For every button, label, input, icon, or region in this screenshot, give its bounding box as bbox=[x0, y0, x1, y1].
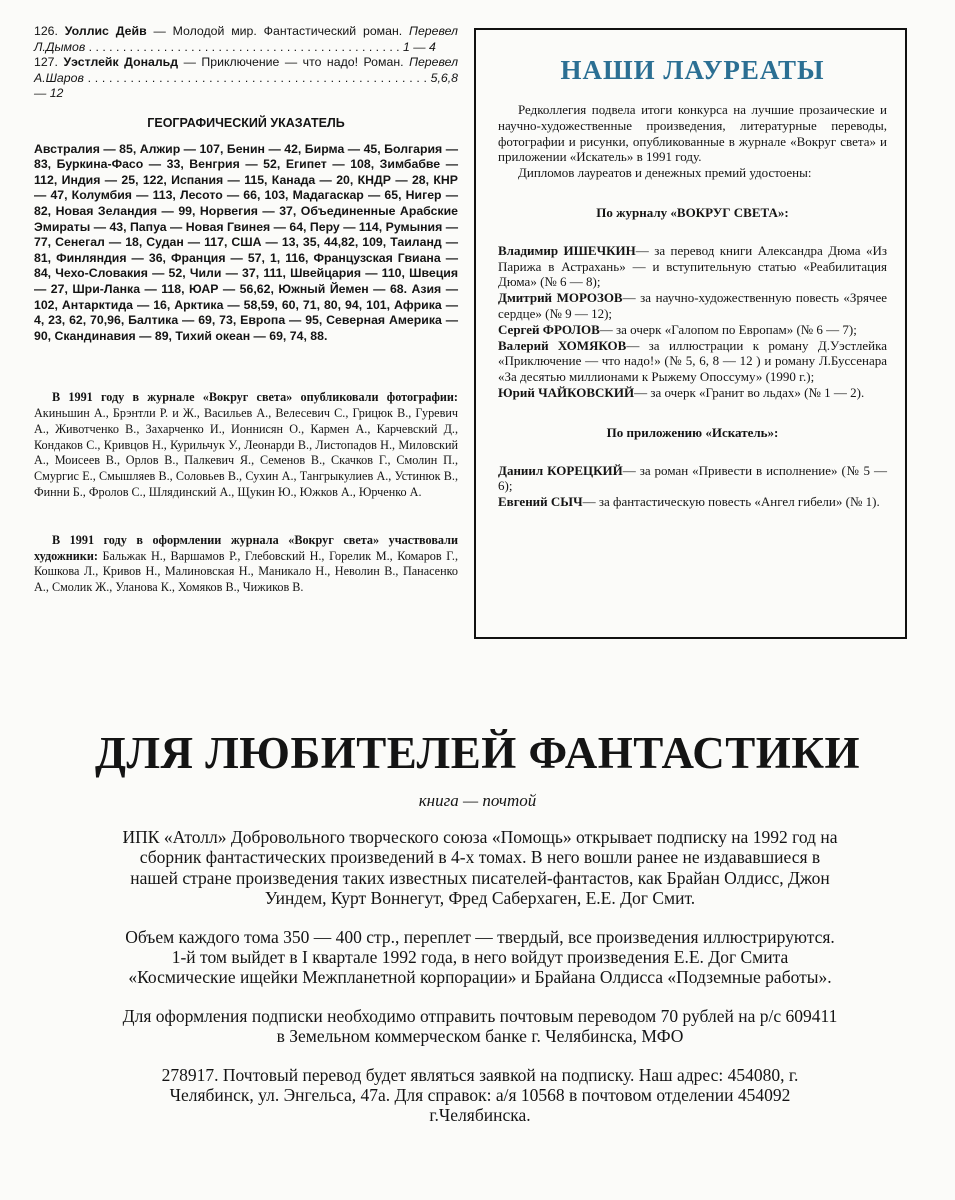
index-entry-127: 127. Уэстлейк Дональд — Приключение — что надо! Роман. Перевел А.Шаров . . . . . . . . . . . . . . . . . . . . . . . . . . . . . . . . . . . . . . . . . . . . . . . . 5,6,8 — 12 bbox=[34, 55, 459, 101]
laureate-item: Валерий ХОМЯКОВ— за иллюстрации к роману Д.Уэстлейка «Приключение — что надо!» (№ 5, 6, 8 — 12 ) и роману Л.Буссенара «За десятью миллионами к Рыжему Опоссуму» (1990 г.); bbox=[498, 337, 887, 385]
photographers-credits bbox=[34, 390, 458, 501]
laureate-item: Дмитрий МОРОЗОВ— за научно-художественную повесть «Зрячее сердце» (№ 9 — 12); bbox=[498, 290, 887, 321]
entry-translator: Перевел Л.Дымов bbox=[34, 24, 458, 54]
geographic-index-text: Австралия — 85, Алжир — 107, Бенин — 42, Бирма — 45, Болгария — 83, Буркина-Фасо — 33, Венгрия — 52, Египет — 108, Зимбабве — 112, Индия — 25, 122, Испания — 115, Канада — 20, КНДР — 28, КНР — 47, Колумбия — 113, Лесото — 66, 103, Мадагаскар — 65, Нигер — 82, Новая Зеландия — 99, Норвегия — 37, Объединенные Арабские Эмираты — 43, Папуа — Новая Гвинея — 64, Перу — 114, Румыния — 77, Сенегал — 18, Судан — 117, США — 13, 35, 44,82, 109, Таиланд — 81, Финляндия — 36, Франция — 57, 1, 116, Французская Гвиана — 84, Чехо-Словакия — 52, Чили — 37, 111, Швейцария — 110, Швеция — 27, Шри-Ланка — 118, ЮАР — 56,62, Южный Йемен — 68. Азия — 102, Антарктида — 16, Арктика — 58,59, 60, 71, 80, 94, 101, Африка — 4, 23, 62, 70,96, Балтика — 69, 73, Европа — 95, Северная Америка — 90, Скандинавия — 89, Тихий океан — 69, 74, 88. bbox=[34, 141, 458, 343]
index-column bbox=[34, 24, 458, 596]
laureate-item: Евгений СЫЧ— за фантастическую повесть «Ангел гибели» (№ 1). bbox=[498, 494, 880, 510]
photographers-names: Акиньшин А., Брэнтли Р. и Ж., Васильев А., Велесевич С., Грицюк В., Гуревич А., Животченко В., Захарченко И., Ионнисян О., Кармен А., Карчевский Д., Кондаков С., Кривцов Н., Курильчук У., Леонарди В., Листопадов Н., Миловский А., Моисеев В., Орлов В., Палкевич Я., Семенов В., Скачков Г., Смолин П., Смургис Е., Смышляев В., Соловьев В., Сухин А., Тангрыкулиев А., Устинюк В., Финни Б., Фролов С., Шлядинский А., Щукин Ю., Южков А., Юрченко А. bbox=[34, 406, 458, 500]
fantasy-ad-title: ДЛЯ ЛЮБИТЕЛЕЙ ФАНТАСТИКИ bbox=[95, 728, 860, 778]
supplement-heading: По приложению «Искатель»: bbox=[606, 424, 779, 440]
laureates-box bbox=[474, 28, 907, 639]
entry-author: Уэстлейк Дональд bbox=[63, 55, 179, 70]
geographic-index-heading: ГЕОГРАФИЧЕСКИЙ УКАЗАТЕЛЬ bbox=[147, 115, 345, 130]
fantasy-paragraph: Для оформления подписки необходимо отправить почтовым переводом 70 рублей на р/с 609411 в Земельном коммерческом банке г. Челябинска, МФО bbox=[122, 1005, 838, 1047]
laureate-item: Сергей ФРОЛОВ— за очерк «Галопом по Европам» (№ 6 — 7); bbox=[498, 321, 857, 337]
entry-pages: 5,6,8 — 12 bbox=[34, 70, 458, 101]
laureates-intro-2: Дипломов лауреатов и денежных премий удостоены: bbox=[518, 165, 812, 181]
fantasy-paragraph: Объем каждого тома 350 — 400 стр., переплет — твердый, все произведения иллюстрируются. 1-й том выйдет в I квартале 1992 года, в него войдут произведения Е.Е. Дог Смита «Космические ищейки Межпланетной корпорации» и Брайана Олдисса «Подземные работы». bbox=[125, 926, 835, 988]
entry-author: Уоллис Дейв bbox=[64, 24, 147, 38]
laureate-item: Юрий ЧАЙКОВСКИЙ— за очерк «Гранит во льдах» (№ 1 — 2). bbox=[498, 384, 865, 400]
artists-names: Бальжак Н., Варшамов Р., Глебовский Н., Горелик М., Комаров Г., Кошкова Л., Кривов Н., Малиновская Н., Маникало Н., Неволин В., Панасенко А., Смолик Ж., Уланова К., Хомяков В., Чижиков В. bbox=[34, 548, 458, 595]
laureates-intro: Редколлегия подвела итоги конкурса на лучшие прозаические и научно-художественные произведения, литературные переводы, фотографии и рисунки, опубликованные в журнале «Вокруг света» и приложении «Искатель» в 1991 году. bbox=[498, 102, 887, 165]
fantasy-paragraph: 278917. Почтовый перевод будет являться заявкой на подписку. Наш адрес: 454080, г. Челябинск, ул. Энгельса, 47а. Для справок: а/я 10568 в почтовом отделении 454092 г.Челябинска. bbox=[161, 1064, 799, 1126]
fantasy-ad-body bbox=[120, 827, 840, 1144]
fantasy-ad-subtitle: книга — почтой bbox=[418, 791, 537, 810]
journal-heading: По журналу «ВОКРУГ СВЕТА»: bbox=[596, 204, 789, 220]
index-entry-126: 126. Уоллис Дейв — Молодой мир. Фантастический роман. Перевел Л.Дымов . . . . . . . . . . . . . . . . . . . . . . . . . . . . . . . . . . . . . . . . . . . . . . 1 — 4 bbox=[34, 24, 458, 54]
photographers-lead: В 1991 году в журнале «Вокруг света» опубликовали фотографии: bbox=[52, 390, 458, 405]
laureate-item: Даниил КОРЕЦКИЙ— за роман «Привести в исполнение» (№ 5 — 6); bbox=[498, 462, 887, 494]
artists-credits bbox=[34, 533, 458, 596]
laureates-title: НАШИ ЛАУРЕАТЫ bbox=[560, 55, 825, 85]
fantasy-paragraph: ИПК «Атолл» Добровольного творческого союза «Помощь» открывает подписку на 1992 год на сборник фантастических произведений в 4-х томах. В него вошли ранее не издававшиеся в нашей стране произведения таких известных писателей-фантастов, как Брайан Олдисс, Джон Уиндем, Курт Воннегут, Фред Саберхаген, Е.Е. Дог Смит. bbox=[122, 827, 838, 909]
laureate-item: Владимир ИШЕЧКИН— за перевод книги Александра Дюма «Из Парижа в Астрахань» — и вступительную статью «Реабилитация Дюма» (№ 6 — 8); bbox=[498, 242, 887, 290]
artists-lead: В 1991 году в оформлении журнала «Вокруг света» участвовали художники: bbox=[34, 532, 458, 563]
entry-translator: Перевел А.Шаров bbox=[34, 55, 459, 85]
entry-pages: 1 — 4 bbox=[402, 39, 436, 54]
